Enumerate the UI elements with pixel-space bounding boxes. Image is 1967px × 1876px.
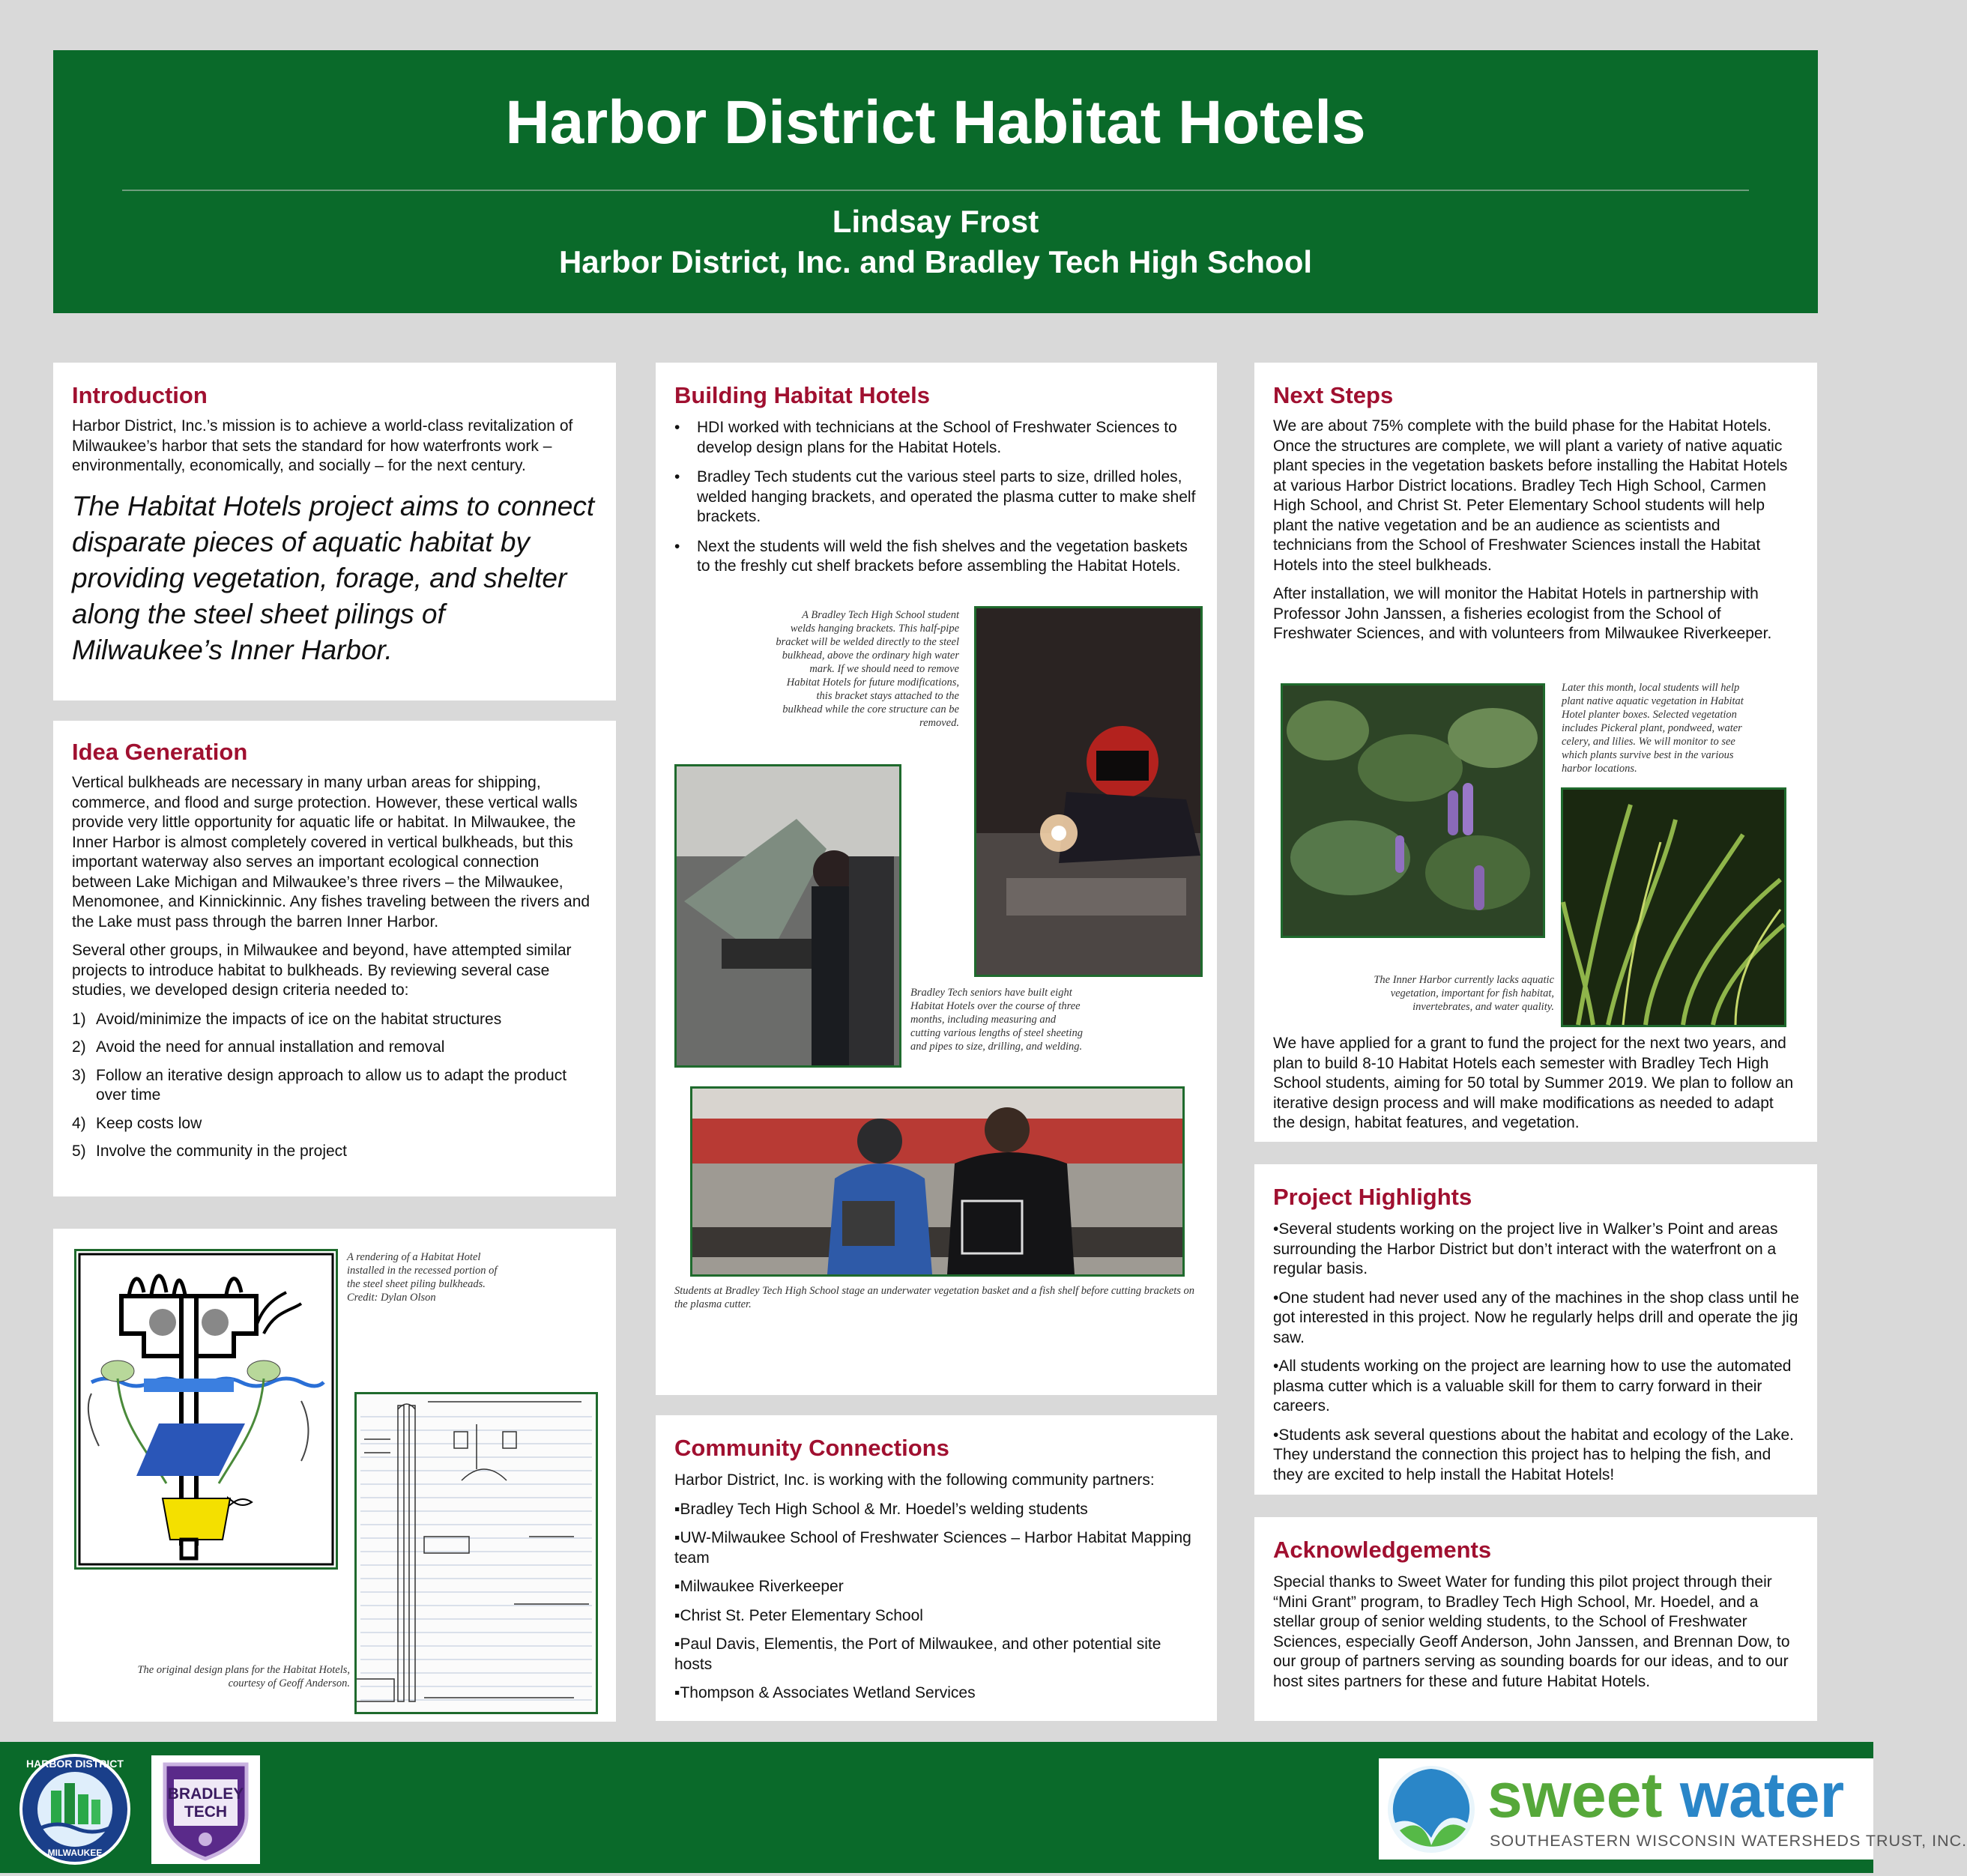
rendering-caption: A rendering of a Habitat Hotel installed in the recessed portion of the steel sheet piling bulkheads. Credit: Dylan Olson [347,1251,498,1304]
building-habitat-hotels-panel [656,363,1217,1395]
welding-photo-caption: A Bradley Tech High School student welds hanging brackets. This half-pipe bracket will be welded directly to the steel bulkhead, above the ordinary high water mark. If we should need to remove Habitat Hotels for future modifications, this bracket stays attached to the bulkhead while the core structure can be removed. [776,609,959,729]
highlight-item: •All students working on the project are learning how to use the automated plasma cutter which is a valuable skill for them to carry forward in their careers. [1273,1358,1792,1414]
bradley-tech-logo [151,1755,260,1864]
inner-harbor-vegetation-photo [1561,787,1786,1027]
criteria-item: 3) Follow an iterative design approach to allow us to adapt the product over time [72,1066,567,1104]
building-bullet: • Next the students will weld the fish shelves and the vegetation baskets to the freshly cut shelf brackets before assembling the Habitat Hotels. [674,537,1199,577]
criteria-item: 1) Avoid/minimize the impacts of ice on the habitat structures [72,1010,502,1028]
sweet-water-subtitle: SOUTHEASTERN WISCONSIN WATERSHEDS TRUST, INC. [1490,1832,1967,1850]
building-heading: Building Habitat Hotels [674,382,930,408]
highlights-heading: Project Highlights [1273,1184,1472,1210]
harbor-district-logo-text: HARBOR DISTRICT [26,1758,124,1770]
staging-photo-caption: Students at Bradley Tech High School stage an underwater vegetation basket and a fish shelf before cutting brackets on the plasma cutter. [674,1285,1195,1310]
highlight-item: •Students ask several questions about the habitat and ecology of the Lake. They understand the connection this project has to helping the fish, and they are excited to help install the Habitat Hotels! [1273,1426,1794,1483]
design-criteria-list [72,1010,596,1162]
project-highlights-panel [1254,1164,1817,1495]
seniors-photo-caption: Bradley Tech seniors have built eight Habitat Hotels over the course of three months, including measuring and cutting various lengths of steel sheeting and pipes to size, drilling, and welding. [910,987,1083,1053]
idea-generation-panel [53,721,616,1196]
criteria-item: 5) Involve the community in the project [72,1143,347,1160]
pickerel-plant-photo [1281,683,1545,938]
acknowledgements-panel [1254,1517,1817,1721]
community-intro: Harbor District, Inc. is working with the following community partners: [674,1471,1155,1489]
water-word: water [1679,1760,1845,1830]
building-bullet-list [674,418,1199,577]
partner-item: ▪Bradley Tech High School & Mr. Hoedel’s welding students [674,1500,1088,1518]
partner-item: ▪Milwaukee Riverkeeper [674,1578,844,1595]
partner-item: ▪Paul Davis, Elementis, the Port of Milwaukee, and other potential site hosts [674,1636,1161,1673]
criteria-item: 2) Avoid the need for annual installation and removal [72,1038,445,1056]
project-aim-quote: The Habitat Hotels project aims to connect disparate pieces of aquatic habitat by providing vegetation, forage, and shelter along the steel sheet pilings of Milwaukee’s Inner Harbor. [72,490,595,665]
next-steps-paragraph-2: After installation, we will monitor the Habitat Hotels in partnership with Professor John Janssen, a fisheries ecologist from the School of Freshwater Sciences, and with volunteers from Milwaukee Riverkeeper. [1273,585,1772,642]
idea-generation-heading: Idea Generation [72,739,248,765]
highlight-item: •Several students working on the project live in Walker’s Point and areas surrounding the Harbor District but don’t interact with the waterfront on a regular basis. [1273,1220,1778,1277]
harbor-district-logo [13,1753,136,1876]
design-plans-caption: The original design plans for the Habitat Hotels, courtesy of Geoff Anderson. [137,1664,350,1689]
partner-item: ▪Thompson & Associates Wetland Services [674,1684,976,1701]
community-connections-panel [656,1415,1217,1721]
sweet-water-wordmark [1487,1761,1844,1829]
students-cutting-steel-photo [674,764,901,1068]
design-drawings-panel [53,1229,616,1722]
habitat-hotel-rendering [74,1249,338,1570]
highlight-item: •One student had never used any of the machines in the shop class until he got interested in this project. Now he regularly helps drill and operate the jig saw. [1273,1289,1799,1346]
poster-header [53,50,1818,313]
harbor-district-logo-subtext: MILWAUKEE [47,1848,103,1858]
partner-item: ▪UW-Milwaukee School of Freshwater Sciences – Harbor Habitat Mapping team [674,1529,1191,1567]
student-welding-photo [974,606,1203,977]
acknowledgements-text: Special thanks to Sweet Water for funding this pilot project through their “Mini Grant” program, to Bradley Tech High School, Mr. Hoedel, and a stellar group of senior welding students, to the School of Freshwater Sciences, especially Geoff Anderson, John Janssen, and Brennan Dow, to our group of partners serving as sounding boards for our ideas, and to our host sites partners for these and future Habitat Hotels. [1273,1573,1790,1690]
sweet-word: sweet [1487,1760,1663,1830]
community-heading: Community Connections [674,1435,949,1461]
author-name: Lindsay Frost [832,204,1039,239]
author-block [53,202,1818,282]
partner-item: ▪Christ St. Peter Elementary School [674,1606,923,1624]
building-bullet: • HDI worked with technicians at the School of Freshwater Sciences to develop design plans for the Habitat Hotels. [674,418,1199,458]
bradley-tech-logo-line1: BRADLEY [167,1785,244,1803]
introduction-panel [53,363,616,701]
next-steps-heading: Next Steps [1273,382,1394,408]
idea-paragraph-2: Several other groups, in Milwaukee and beyond, have attempted similar projects to introduce habitat to bulkheads. By reviewing several case studies, we developed design criteria needed to: [72,942,572,999]
inner-harbor-caption: The Inner Harbor currently lacks aquatic vegetation, important for fish habitat, invertebrates, and water quality. [1374,974,1554,1013]
idea-paragraph-1: Vertical bulkheads are necessary in many urban areas for shipping, commerce, and flood and surge protection. However, these vertical walls provide very little opportunity for aquatic life or habitat. In Milwaukee, the Inner Harbor is almost completely covered in vertical bulkheads, but this important waterway also serves an important ecological connection between Lake Michigan and Milwaukee’s three rivers – the Milwaukee, Menomonee, and Kinnickinnic. Any fishes traveling between the rivers and the Lake must pass through the barren Inner Harbor. [72,774,590,931]
next-steps-paragraph-1: We are about 75% complete with the build phase for the Habitat Hotels. Once the structures are complete, we will plant a variety of native aquatic plant species in the vegetation baskets before installing the Habitat Hotels at various Harbor District locations. Bradley Tech High School, Carmen High School, and Christ St. Peter Elementary School students will help plant the native vegetation and be an audience as scientists and technicians from the School of Freshwater Sciences install the Habitat Hotels into the steel bulkheads. [1273,417,1788,574]
poster-title: Harbor District Habitat Hotels [505,88,1366,157]
next-steps-paragraph-3: We have applied for a grant to fund the project for the next two years, and plan to build 8-10 Habitat Hotels each semester with Bradley Tech High School students, aiming for 50 total by Summer 2019. We plan to follow an iterative design process and will make modifications as needed to adapt the design, habitat features, and vegetation. [1273,1035,1794,1131]
introduction-heading: Introduction [72,382,208,408]
sweet-water-logo [1379,1758,1967,1860]
acknowledgements-heading: Acknowledgements [1273,1537,1492,1563]
criteria-item: 4) Keep costs low [72,1114,202,1132]
author-affiliation: Harbor District, Inc. and Bradley Tech High School [558,244,1313,279]
poster-footer [0,1742,1967,1873]
next-steps-panel [1254,363,1817,1142]
introduction-text: Harbor District, Inc.’s mission is to achieve a world-class revitalization of Milwaukee’s harbor that sets the standard for how waterfronts work – environmentally, economically, and socially – for the next century. [72,417,573,474]
students-staging-basket-photo [690,1086,1185,1277]
header-divider [122,190,1749,191]
bradley-tech-logo-line2: TECH [184,1803,228,1821]
original-design-plans-image [354,1392,598,1714]
plants-photo-caption: Later this month, local students will help plant native aquatic vegetation in Habitat Hotel planter boxes. Selected vegetation includes Pickeral plant, pondweed, water celery, and lilies. We will monitor to see which plants survive best in the various harbor locations. [1562,682,1744,775]
building-bullet: • Bradley Tech students cut the various steel parts to size, drilled holes, welded hanging brackets, and operated the plasma cutter to make shelf brackets. [674,468,1199,527]
